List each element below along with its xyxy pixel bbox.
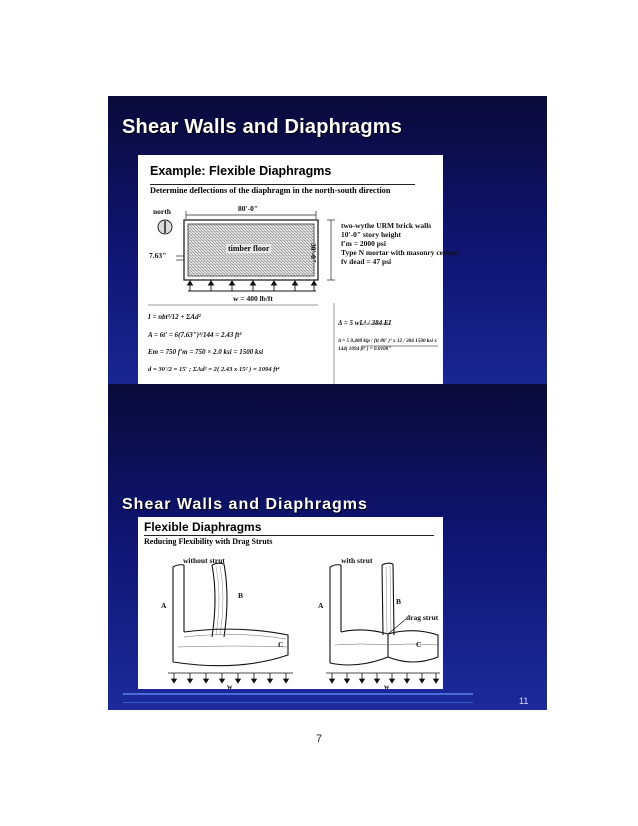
- slide-number: 11: [519, 696, 529, 706]
- label-c-left: C: [278, 640, 284, 649]
- footer-rule: [123, 693, 473, 695]
- note-line: two-wythe URM brick walls: [341, 221, 432, 230]
- slide-content: [138, 517, 443, 689]
- note-line: f'm = 2000 psi: [341, 239, 386, 248]
- note-line: 10'-0" story height: [341, 230, 401, 239]
- load-arrows: [188, 281, 317, 291]
- slide-1: [108, 96, 547, 422]
- equation-modulus: Em = 750 f'm = 750 × 2.0 ksi = 1500 ksi: [148, 348, 264, 356]
- slide-2: [108, 384, 547, 710]
- load-label-left: w: [227, 682, 233, 691]
- north-label: north: [153, 207, 171, 216]
- label-a-right: A: [318, 601, 324, 610]
- equation-moment-of-inertia: I = nbt³/12 + ΣAd²: [148, 313, 201, 321]
- label-b-right: B: [396, 597, 402, 606]
- notes-list: [341, 221, 459, 266]
- floor-label: timber floor: [228, 244, 270, 253]
- label-a-left: A: [161, 601, 167, 610]
- drag-strut-label: drag strut: [406, 613, 439, 622]
- note-line: fv dead = 47 psi: [341, 257, 392, 266]
- equation-deflection-formula: Δ = 5 wL⁴ / 384 EI: [338, 319, 392, 327]
- caption-with-strut: with strut: [341, 556, 373, 565]
- dimension-width: 30'-0": [309, 243, 318, 263]
- equation-distance: d = 30'/2 = 15' ; ΣAd² = 2( 2.43 x 15² ) = 1094 ft⁴: [148, 366, 280, 373]
- example-subheading: Determine deflections of the diaphragm in the north-south direction: [150, 186, 391, 195]
- equation-area: A = 6t' = 6(7.63")²/144 = 2.43 ft²: [148, 331, 242, 339]
- dimension-length: 80'-0": [238, 204, 258, 213]
- load-label: w = 400 lb/ft: [233, 294, 273, 303]
- load-arrows-right: [326, 673, 440, 683]
- label-b-left: B: [238, 591, 244, 600]
- note-line: Type N mortar with masonry cement: [341, 248, 460, 257]
- label-c-right: C: [416, 640, 422, 649]
- footer-rule-thin: [123, 702, 473, 703]
- dimension-wall-thickness: 7.63": [149, 251, 167, 260]
- caption-without-strut: without strut: [183, 556, 225, 565]
- slide-title: Shear Walls and Diaphragms: [122, 116, 403, 138]
- equation-deflection-result: Δ = 5 0.400 kip / ft( 80' )⁴ x 12 / 384 1500 ksi x 144( 1094 ft⁴ ) = 0.0108": [338, 338, 437, 352]
- example-heading: Example: Flexible Diaphragms: [150, 164, 332, 178]
- drag-struts-subheading: Reducing Flexibility with Drag Struts: [144, 537, 273, 546]
- slide-content: [138, 155, 460, 409]
- flexible-diaphragms-heading: Flexible Diaphragms: [144, 520, 262, 534]
- page-number: 7: [315, 733, 323, 745]
- slide-title: Shear Walls and Diaphragms: [122, 496, 368, 513]
- load-label-right: w: [384, 682, 390, 691]
